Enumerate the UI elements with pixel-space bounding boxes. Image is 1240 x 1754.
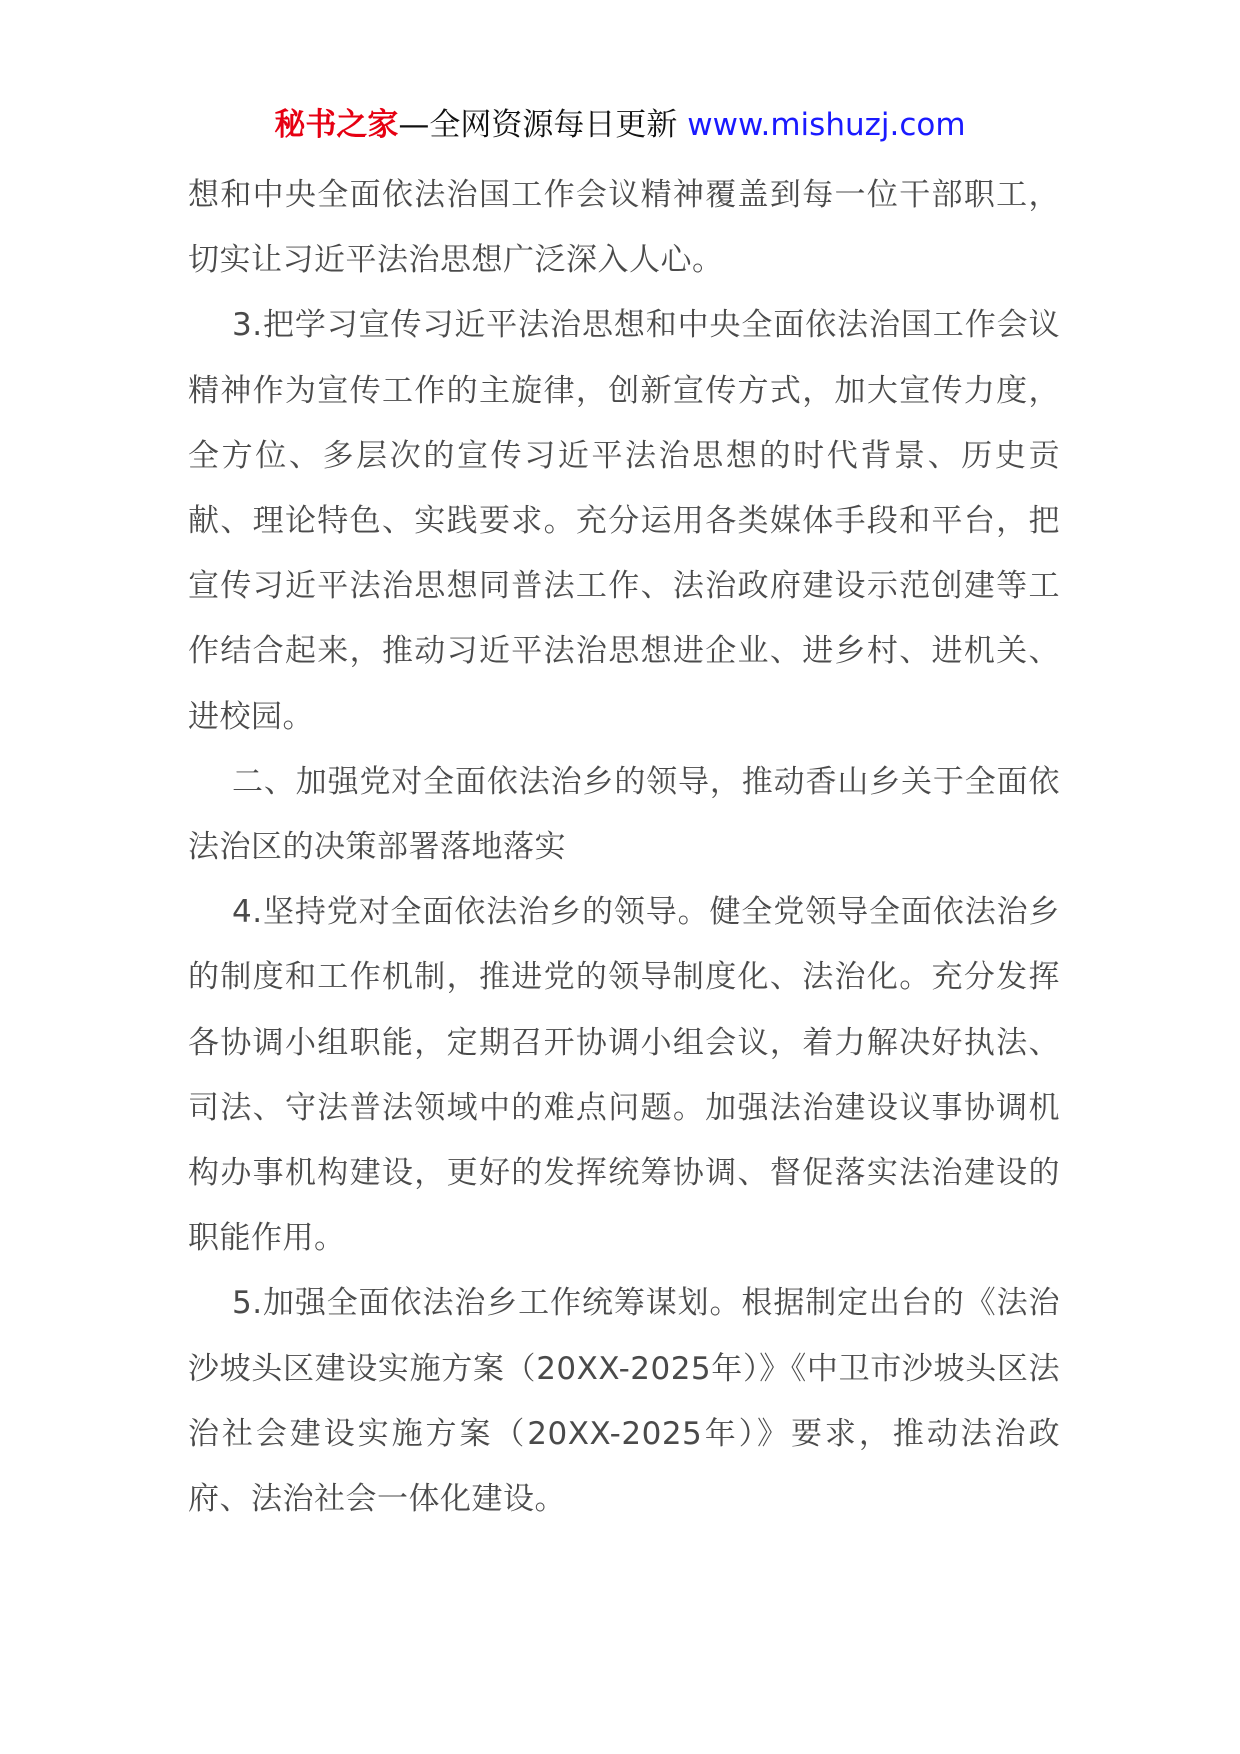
paragraph-continuation: 想和中央全面依法治国工作会议精神覆盖到每一位干部职工，切实让习近平法治思想广泛深入人心。 bbox=[188, 177, 1060, 279]
paragraph-item-3: 3.把学习宣传习近平法治思想和中央全面依法治国工作会议精神作为宣传工作的主旋律，创新宣传方式，加大宣传力度，全方位、多层次的宣传习近平法治思想的时代背景、历史贡献、理论特色、实践要求。充分运用各类媒体手段和平台，把宣传习近平法治思想同普法工作、法治政府建设示范创建等工作结合起来，推动习近平法治思想进企业、进乡村、进机关、进校园。 bbox=[188, 307, 1060, 735]
paragraph-item-5: 5.加强全面依法治乡工作统筹谋划。根据制定出台的《法治沙坡头区建设实施方案（20XX-2025年）》《中卫市沙坡头区法治社会建设实施方案（20XX-2025年）》要求，推动法治政府、法治社会一体化建设。 bbox=[188, 1285, 1060, 1518]
watermark-header bbox=[0, 103, 1240, 147]
section-heading-2: 二、加强党对全面依法治乡的领导，推动香山乡关于全面依法治区的决策部署落地落实 bbox=[188, 763, 1060, 866]
header-url-link[interactable]: www.mishuzj.com bbox=[687, 107, 966, 143]
header-slogan: —全网资源每日更新 bbox=[398, 107, 688, 143]
document-body bbox=[188, 163, 1060, 1532]
brand-name: 秘书之家 bbox=[274, 107, 399, 143]
paragraph-item-4: 4.坚持党对全面依法治乡的领导。健全党领导全面依法治乡的制度和工作机制，推进党的领导制度化、法治化。充分发挥各协调小组职能，定期召开协调小组会议，着力解决好执法、司法、守法普法领域中的难点问题。加强法治建设议事协调机构办事机构建设，更好的发挥统筹协调、督促落实法治建设的职能作用。 bbox=[188, 894, 1060, 1257]
